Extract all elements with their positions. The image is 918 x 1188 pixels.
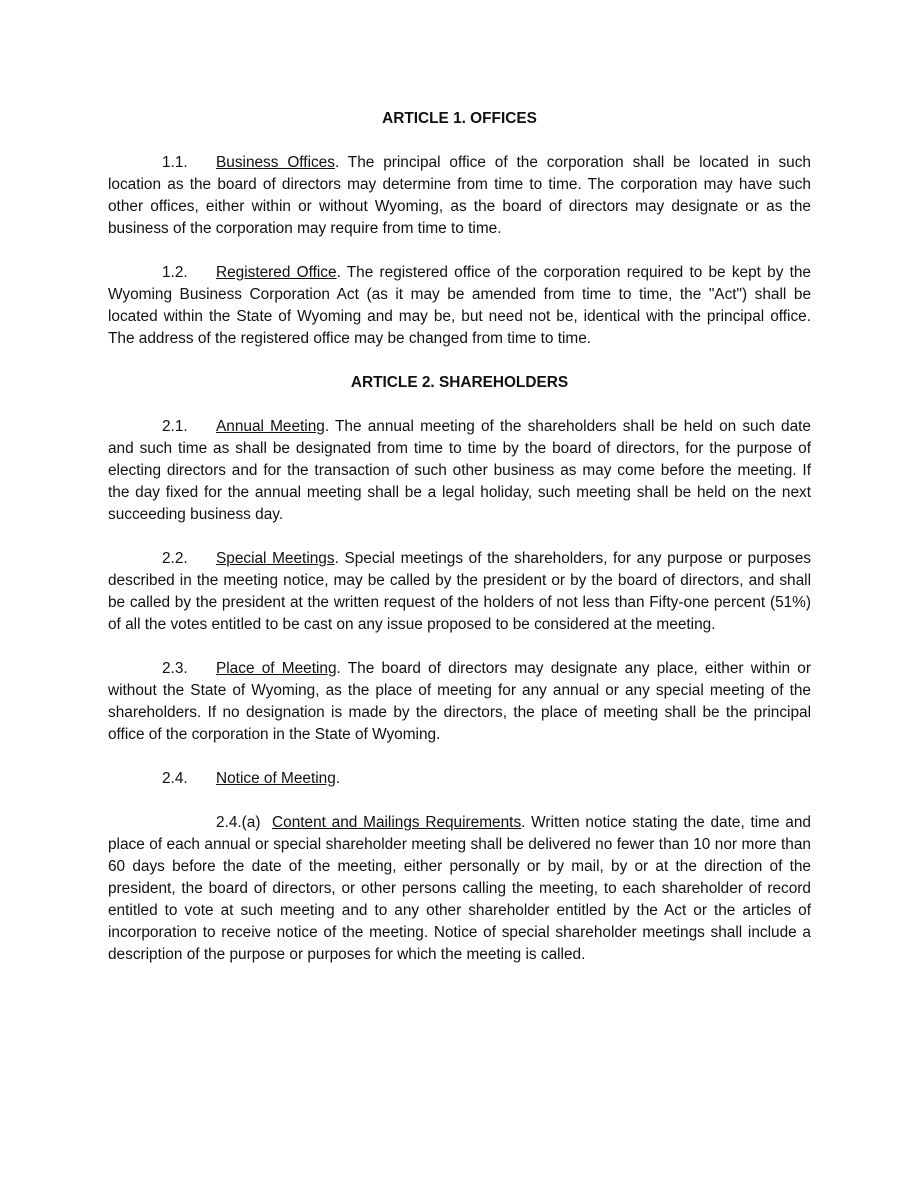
- section-2-2: [108, 548, 811, 636]
- section-number: 2.4.: [162, 770, 188, 787]
- section-number: 2.2.: [162, 550, 188, 567]
- section-title: Place of Meeting: [216, 660, 337, 677]
- section-title: Notice of Meeting: [216, 770, 336, 787]
- section-body: . The registered office of the corporation required to be kept by the Wyoming Business Corporation Act (as it may be amended from time to time, the "Act") shall be located within the State of Wyoming and may be, but need not be, identical with the principal office. The address of the registered office may be changed from time to time.: [108, 264, 811, 347]
- section-body: .: [335, 770, 341, 787]
- section-2-4: [108, 768, 811, 790]
- section-2-1: [108, 416, 811, 526]
- subsection-number: 2.4.(a): [216, 814, 261, 831]
- subsection-body: . Written notice stating the date, time and place of each annual or special shareholder meeting shall be delivered no fewer than 10 nor more than 60 days before the date of the meeting, either personally or by mail, by or at the direction of the president, the board of directors, or other persons calling the meeting, to each shareholder of record entitled to vote at such meeting and to any other shareholder entitled by the Act or the articles of incorporation to receive notice of the meeting. Notice of special shareholder meetings shall include a description of the purpose or purposes for which the meeting is called.: [108, 814, 811, 963]
- section-1-2: [108, 262, 811, 350]
- section-title: Registered Office: [216, 264, 337, 281]
- section-number: 2.3.: [162, 660, 188, 677]
- section-1-1: [108, 152, 811, 240]
- section-body: . Special meetings of the shareholders, for any purpose or purposes described in the meeting notice, may be called by the president or by the board of directors, and shall be called by the president at the written request of the holders of not less than Fifty-one percent (51%) of all the votes entitled to be cast on any issue proposed to be considered at the meeting.: [108, 550, 811, 633]
- section-body: . The principal office of the corporation shall be located in such location as the board of directors may determine from time to time. The corporation may have such other offices, either within or without Wyoming, as the board of directors may designate or as the business of the corporation may require from time to time.: [108, 154, 811, 237]
- section-title: Annual Meeting: [216, 418, 325, 435]
- document-page: [108, 108, 811, 966]
- section-body: . The board of directors may designate any place, either within or without the State of Wyoming, as the place of meeting for any annual or any special meeting of the shareholders. If no designation is made by the directors, the place of meeting shall be the principal office of the corporation in the State of Wyoming.: [108, 660, 811, 743]
- subsection-title: Content and Mailings Requirements: [272, 814, 522, 831]
- section-number: 1.2.: [162, 264, 188, 281]
- section-title: Special Meetings: [216, 550, 335, 567]
- article-1-heading: ARTICLE 1. OFFICES: [382, 110, 537, 127]
- section-number: 2.1.: [162, 418, 188, 435]
- section-2-3: [108, 658, 811, 746]
- article-2-heading: ARTICLE 2. SHAREHOLDERS: [350, 374, 569, 391]
- subsection-2-4-a: [108, 812, 811, 966]
- section-title: Business Offices: [216, 154, 335, 171]
- section-body: . The annual meeting of the shareholders shall be held on such date and such time as shall be designated from time to time by the board of directors, for the purpose of electing directors and for the transaction of such other business as may come before the meeting. If the day fixed for the annual meeting shall be a legal holiday, such meeting shall be held on the next succeeding business day.: [108, 418, 811, 523]
- section-number: 1.1.: [162, 154, 188, 171]
